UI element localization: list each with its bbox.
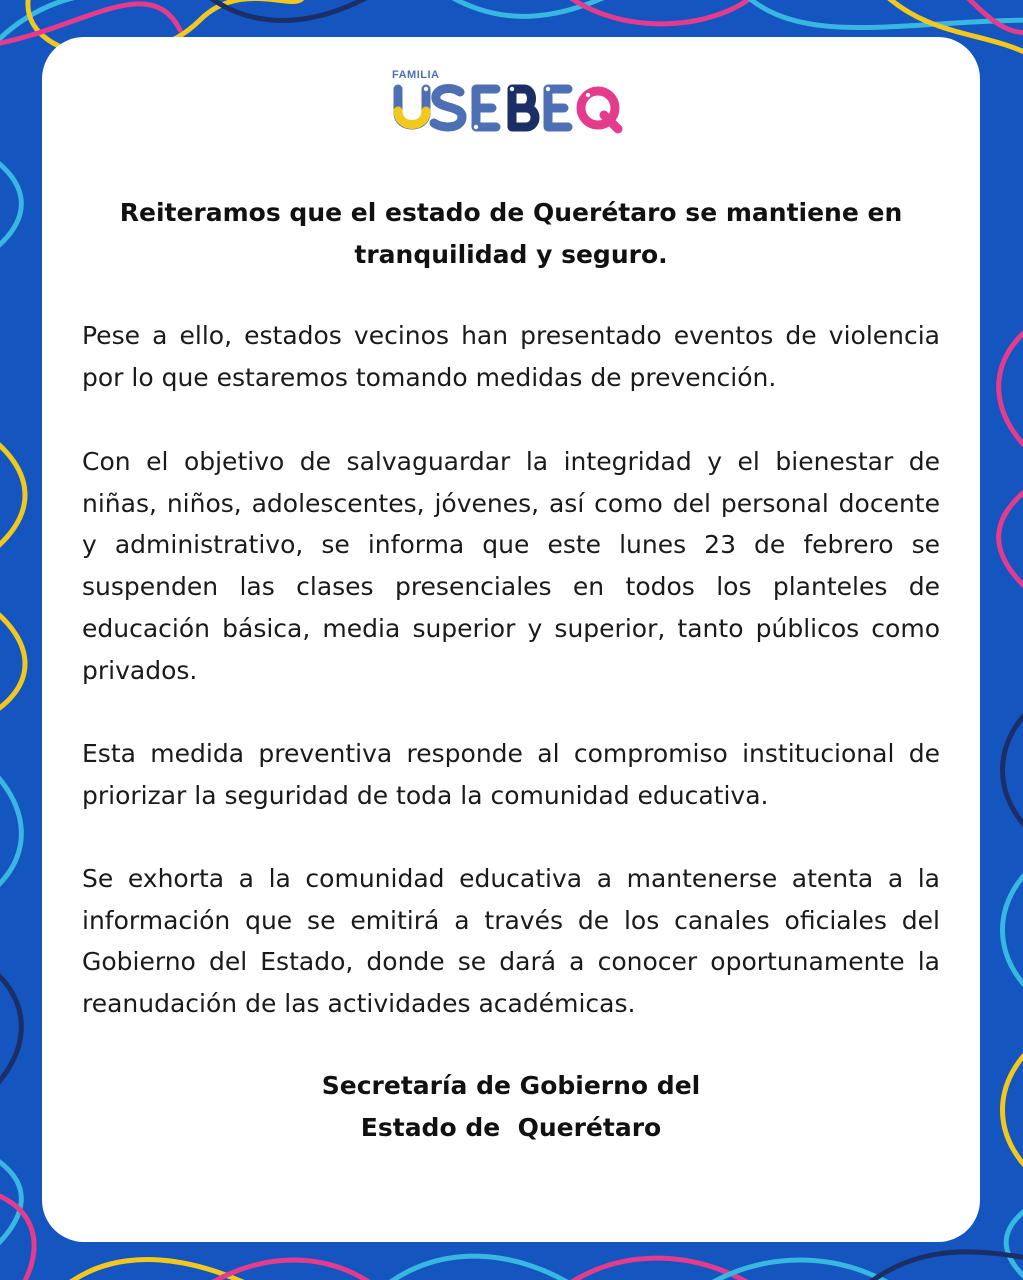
usebeq-wordmark-icon [392, 83, 632, 139]
paragraph-class-suspension: Con el objetivo de salvaguardar la integridad y el bienestar de niñas, niños, adolescentes, jóvenes, así como del personal docente y administrativo, se informa que este lunes 23 de febrero se suspenden las clases presenciales en todos los planteles de educación básica, media superior y superior, tanto públicos como privados. [82, 447, 940, 685]
signature-block [82, 1065, 940, 1149]
announcement-heading: Reiteramos que el estado de Querétaro se mantiene en tranquilidad y seguro. [119, 198, 903, 269]
signature-line-2: Estado de Querétaro [360, 1113, 662, 1142]
paragraph-prevention: Pese a ello, estados vecinos han presentado eventos de violencia por lo que estaremos tomando medidas de prevención. [82, 321, 940, 392]
logo-familia-label: FAMILIA [392, 69, 440, 81]
usebeq-logo [392, 69, 632, 139]
signature-line-1: Secretaría de Gobierno del [321, 1071, 701, 1100]
paragraph-official-channels: Se exhorta a la comunidad educativa a mantenerse atenta a la información que se emitirá a través de los canales oficiales del Gobierno del Estado, donde se dará a conocer oportunamente la reanudación de las actividades académicas. [82, 864, 940, 1019]
announcement-card [42, 37, 980, 1242]
paragraph-preventive-measure: Esta medida preventiva responde al compromiso institucional de priorizar la seguridad de toda la comunidad educativa. [82, 739, 940, 810]
